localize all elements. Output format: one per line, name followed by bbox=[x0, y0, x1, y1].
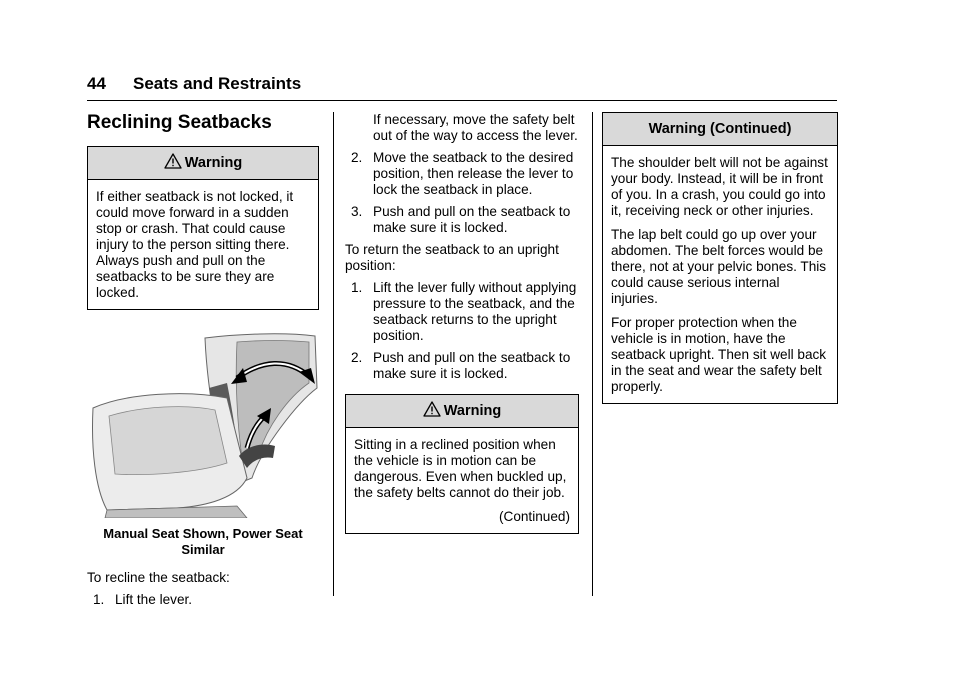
list-item: 2. Push and pull on the seatback to make sure it is locked. bbox=[351, 350, 571, 381]
column-middle bbox=[345, 112, 579, 534]
list-item: 3. Push and pull on the seatback to make sure it is locked. bbox=[351, 204, 571, 235]
page-header bbox=[87, 70, 837, 101]
recline-intro: To recline the seatback: bbox=[87, 570, 230, 585]
seat-illustration bbox=[87, 328, 319, 518]
warning-paragraph: The shoulder belt will not be against your body. Instead, it will be in front of you. In a crash, you could go into it, receiving neck or other injuries. bbox=[611, 155, 828, 218]
warning-text: Sitting in a reclined position when the vehicle is in motion can be dangerous. Even when buckled up, the safety belts cannot do their job. bbox=[354, 437, 567, 500]
warning-paragraph: The lap belt could go up over your abdomen. The belt forces would be there, not at your pelvic bones. This could cause serious internal injuries. bbox=[611, 227, 827, 306]
column-divider bbox=[592, 112, 593, 596]
continued-label: (Continued) bbox=[498, 509, 570, 524]
warning-box bbox=[345, 394, 579, 534]
column-left bbox=[87, 112, 319, 614]
warning-text: If either seatback is not locked, it could move forward in a sudden stop or crash. That could cause injury to the person sitting there. Always push and pull on the seatbacks to be sure they are locked. bbox=[96, 189, 294, 300]
warning-symbol-icon bbox=[423, 401, 441, 417]
warning-header: Warning (Continued) bbox=[603, 113, 837, 146]
list-item: 2. Move the seatback to the desired position, then release the lever to lock the seatback in place. bbox=[351, 150, 574, 197]
warning-title: Warning bbox=[184, 155, 243, 171]
column-right bbox=[602, 112, 838, 404]
warning-box-continued bbox=[602, 112, 838, 404]
page-number: 44 bbox=[87, 74, 106, 93]
warning-header bbox=[346, 395, 578, 428]
warning-header bbox=[88, 147, 318, 180]
warning-box bbox=[87, 146, 319, 310]
warning-title: Warning bbox=[443, 403, 502, 419]
column-divider bbox=[333, 112, 334, 596]
return-steps bbox=[345, 280, 579, 382]
warning-paragraph: For proper protection when the vehicle is in motion, have the seatback upright. Then sit well back in the seat and wear the safety belt properly. bbox=[611, 315, 827, 394]
list-item: 1. Lift the lever. bbox=[93, 592, 193, 607]
recline-steps-cont bbox=[345, 150, 579, 236]
section-title: Reclining Seatbacks bbox=[87, 112, 272, 133]
figure-caption: Manual Seat Shown, Power Seat Similar bbox=[103, 526, 303, 557]
list-item: 1. Lift the lever fully without applying pressure to the seatback, and the seatback returns to the upright position. bbox=[351, 280, 577, 343]
warning-symbol-icon bbox=[164, 153, 182, 169]
step-continuation: If necessary, move the safety belt out of the way to access the lever. bbox=[373, 112, 578, 143]
return-intro: To return the seatback to an upright position: bbox=[345, 242, 559, 273]
recline-steps bbox=[87, 592, 319, 608]
chapter-title: Seats and Restraints bbox=[133, 74, 302, 93]
